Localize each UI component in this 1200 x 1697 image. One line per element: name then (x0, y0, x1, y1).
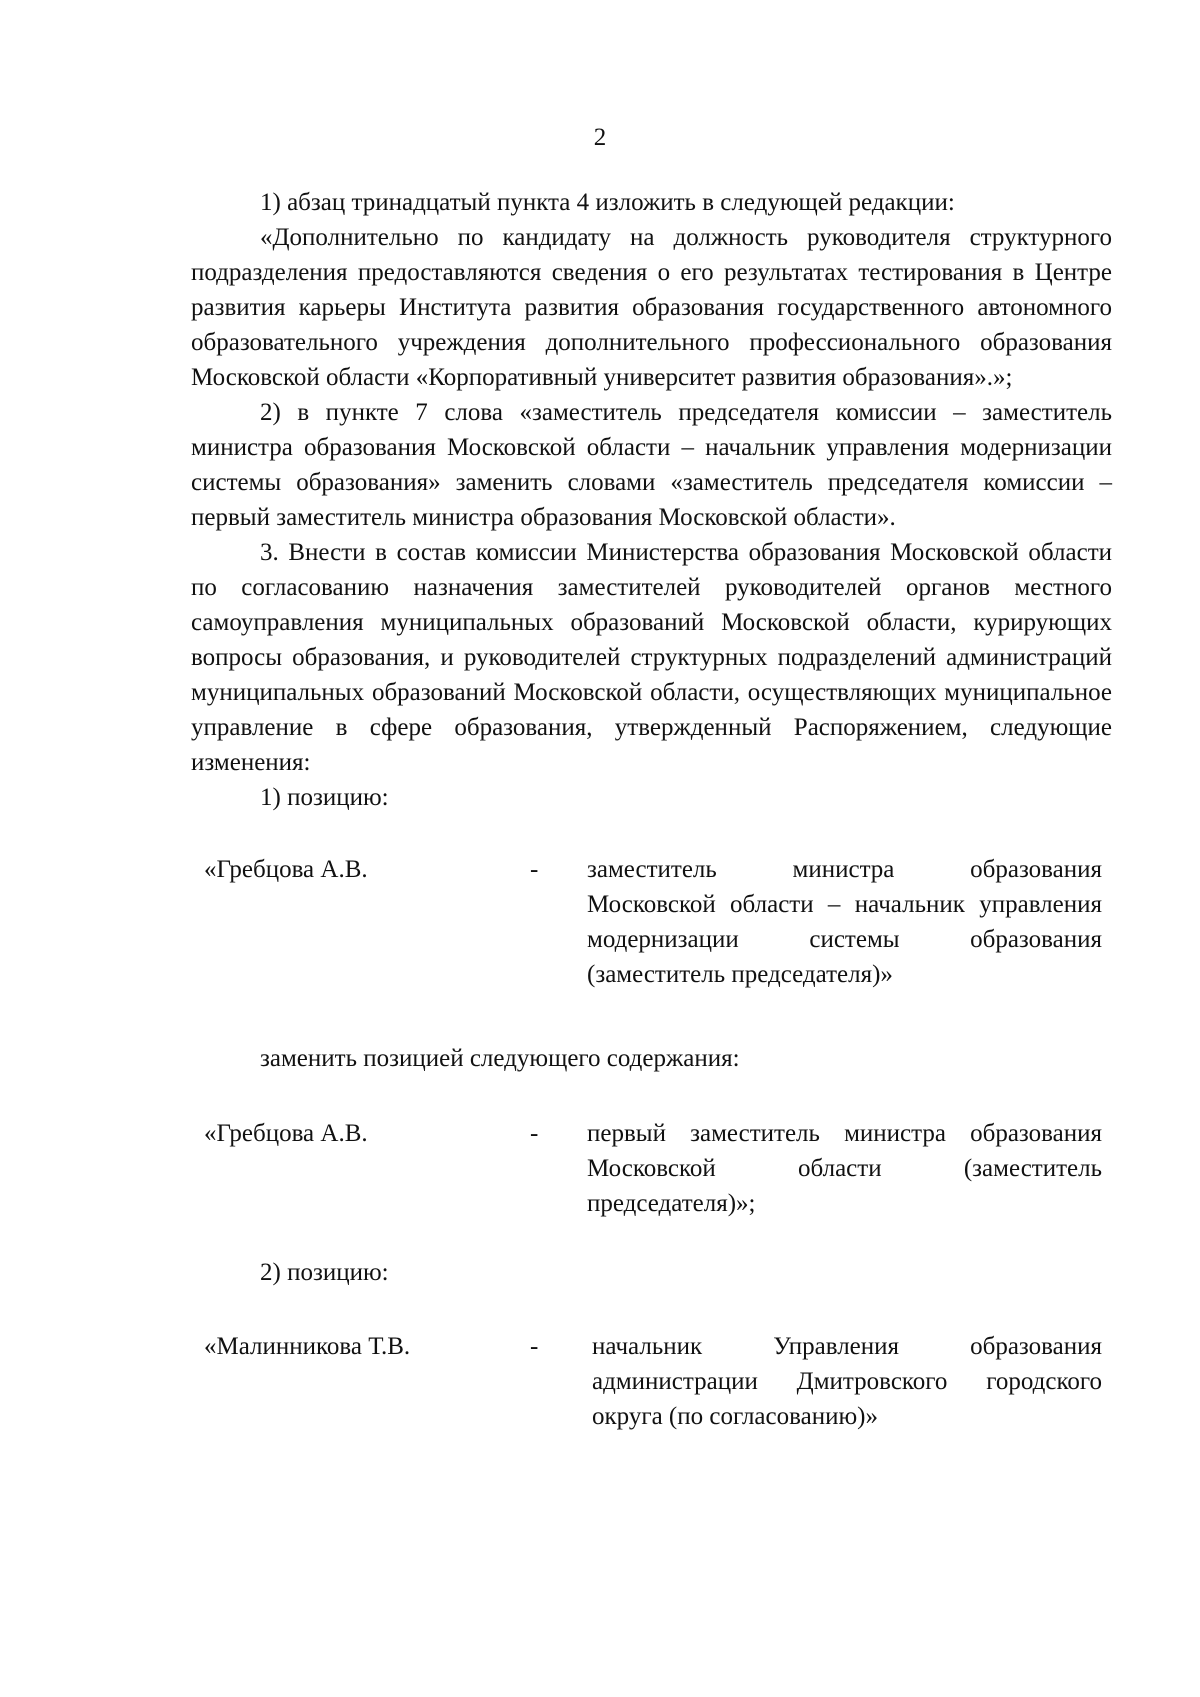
position-name: «Гребцова А.В. (204, 1120, 368, 1147)
document-body (191, 185, 1112, 815)
description-line: модернизации системы образования (587, 926, 1102, 953)
description-line: начальник Управления образования (592, 1333, 1102, 1360)
page-number: 2 (593, 124, 607, 151)
position-dash: - (530, 856, 539, 883)
position-dash: - (530, 1333, 539, 1360)
position-description (587, 852, 1102, 992)
item2-label: 2) позицию: (260, 1259, 389, 1286)
position-description (587, 1116, 1102, 1221)
position-description (592, 1329, 1102, 1434)
replace-label: заменить позицией следующего содержания: (260, 1045, 740, 1072)
description-line: округа (по согласованию)» (592, 1403, 878, 1430)
description-line: (заместитель председателя)» (587, 961, 893, 988)
position-dash: - (530, 1120, 539, 1147)
description-line: Московской области – начальник управления (587, 891, 1102, 918)
paragraph-item-2: 2) в пункте 7 слова «заместитель председателя комиссии – заместитель министра образования Московской области – начальник управления модернизации системы образования» заменить словами «заместитель председателя комиссии – первый заместитель министра образования Московской области». (191, 399, 1112, 531)
description-line: администрации Дмитровского городского (592, 1368, 1102, 1395)
description-line: заместитель министра образования (587, 856, 1102, 883)
item1-label: 1) позицию: (260, 784, 389, 811)
description-line: Московской области (заместитель (587, 1155, 1102, 1182)
paragraph-quote-additional-info: «Дополнительно по кандидату на должность руководителя структурного подразделения предоставляются сведения о его результатах тестирования в Центре развития карьеры Института развития образования государственного автономного образовательного учреждения дополнительного профессионального образования Московской области «Корпоративный университет развития образования».»; (191, 224, 1112, 391)
position-name: «Малинникова Т.В. (204, 1333, 411, 1360)
description-line: председателя)»; (587, 1190, 756, 1217)
description-line: первый заместитель министра образования (587, 1120, 1102, 1147)
position-name: «Гребцова А.В. (204, 856, 368, 883)
paragraph-section-3: 3. Внести в состав комиссии Министерства образования Московской области по согласованию назначения заместителей руководителей органов местного самоуправления муниципальных образований Московской области, курирующих вопросы образования, и руководителей структурных подразделений администраций муниципальных образований Московской области, осуществляющих муниципальное управление в сфере образования, утвержденный Распоряжением, следующие изменения: (191, 539, 1112, 776)
paragraph-item-1: 1) абзац тринадцатый пункта 4 изложить в следующей редакции: (260, 189, 955, 216)
